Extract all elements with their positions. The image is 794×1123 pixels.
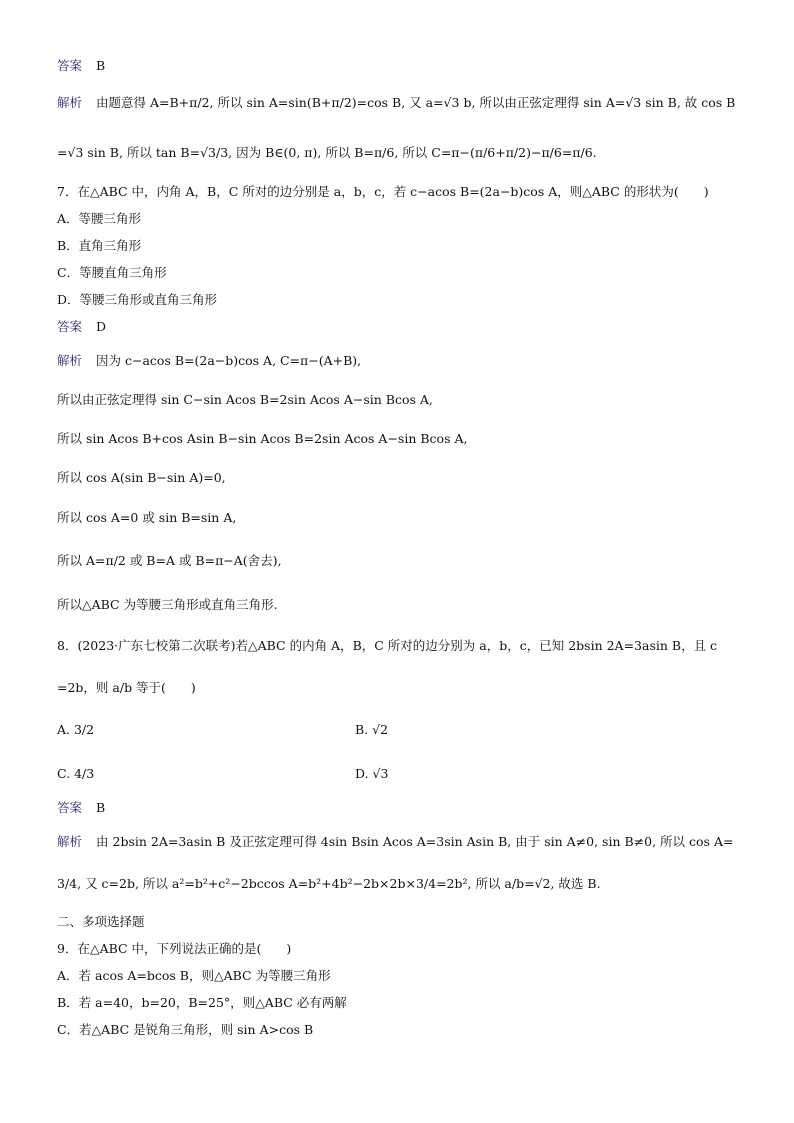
q7-option-d: D．等腰三角形或直角三角形 [57,292,218,307]
q9-option-b: B．若 a=40，b=20，B=25°，则△ABC 必有两解 [57,995,347,1010]
answer-label: 答案 [57,800,83,815]
q9-option-a: A．若 acos A=bcos B，则△ABC 为等腰三角形 [57,968,331,983]
q8-stem-2: =2b，则 a/b 等于( ) [57,680,196,695]
q7-analysis-line-4: 所以 cos A(sin B−sin A)=0, [57,470,226,485]
q7-analysis-line-6: 所以 A=π/2 或 B=A 或 B=π−A(舍去), [57,553,282,568]
section-heading: 二、多项选择题 [57,914,145,929]
q7-answer: D [96,319,107,334]
q7-analysis-line-3: 所以 sin Acos B+cos Asin B−sin Acos B=2sin Acos A−sin Bcos A, [57,431,468,446]
q8-stem-1: 8．(2023·广东七校第二次联考)若△ABC 的内角 A，B，C 所对的边分别为 a，b，c，已知 2bsin 2A=3asin B，且 c [57,638,718,653]
q7-analysis-line-5: 所以 cos A=0 或 sin B=sin A, [57,510,237,525]
answer-label: 答案 [57,319,83,334]
q7-option-a: A．等腰三角形 [57,211,142,226]
answer-label: 答案 [57,58,83,73]
q8-analysis-1: 由 2bsin 2A=3asin B 及正弦定理可得 4sin Bsin Acos A=3sin Asin B, 由于 sin A≠0, sin B≠0, 所以 cos A= [96,834,734,849]
q8-analysis-line-1 [57,834,754,850]
q7-answer-line [57,319,754,335]
q6-answer: B [96,58,106,73]
q9-option-c: C．若△ABC 是锐角三角形，则 sin A>cos B [57,1022,314,1037]
analysis-label: 解析 [57,95,83,110]
q8-answer-line [57,800,754,816]
q7-option-c: C．等腰直角三角形 [57,265,167,280]
q6-answer-line [57,58,754,74]
q8-option-d: D. √3 [355,766,389,781]
q7-analysis-1: 因为 c−acos B=(2a−b)cos A, C=π−(A+B), [96,353,362,368]
q7-option-b: B．直角三角形 [57,238,142,253]
q6-analysis-1: 由题意得 A=B+π/2, 所以 sin A=sin(B+π/2)=cos B, 又 a=√3 b, 所以由正弦定理得 sin A=√3 sin B, 故 cos B [96,95,736,110]
q8-option-c: C. 4/3 [57,766,95,781]
analysis-label: 解析 [57,353,83,368]
q6-analysis-line-2 [57,145,754,161]
q8-option-b: B. √2 [355,722,389,737]
q7-analysis-line-2: 所以由正弦定理得 sin C−sin Acos B=2sin Acos A−sin Bcos A, [57,392,433,407]
analysis-label: 解析 [57,834,83,849]
q8-option-a: A. 3/2 [57,722,95,737]
q7-analysis-line-1 [57,353,754,369]
q8-analysis-line-2: 3/4, 又 c=2b, 所以 a²=b²+c²−2bccos A=b²+4b²−2b×2b×3/4=2b², 所以 a/b=√2, 故选 B. [57,876,601,891]
q7-analysis-line-7: 所以△ABC 为等腰三角形或直角三角形. [57,597,278,612]
q9-stem: 9．在△ABC 中，下列说法正确的是( ) [57,941,292,956]
q7-stem: 7．在△ABC 中，内角 A，B，C 所对的边分别是 a，b，c，若 c−acos B=(2a−b)cos A，则△ABC 的形状为( ) [57,184,709,199]
q8-answer: B [96,800,106,815]
q6-analysis-line-1 [57,95,754,111]
q6-analysis-2: =√3 sin B, 所以 tan B=√3/3, 因为 B∈(0, π), 所以 B=π/6, 所以 C=π−(π/6+π/2)−π/6=π/6. [57,145,597,160]
